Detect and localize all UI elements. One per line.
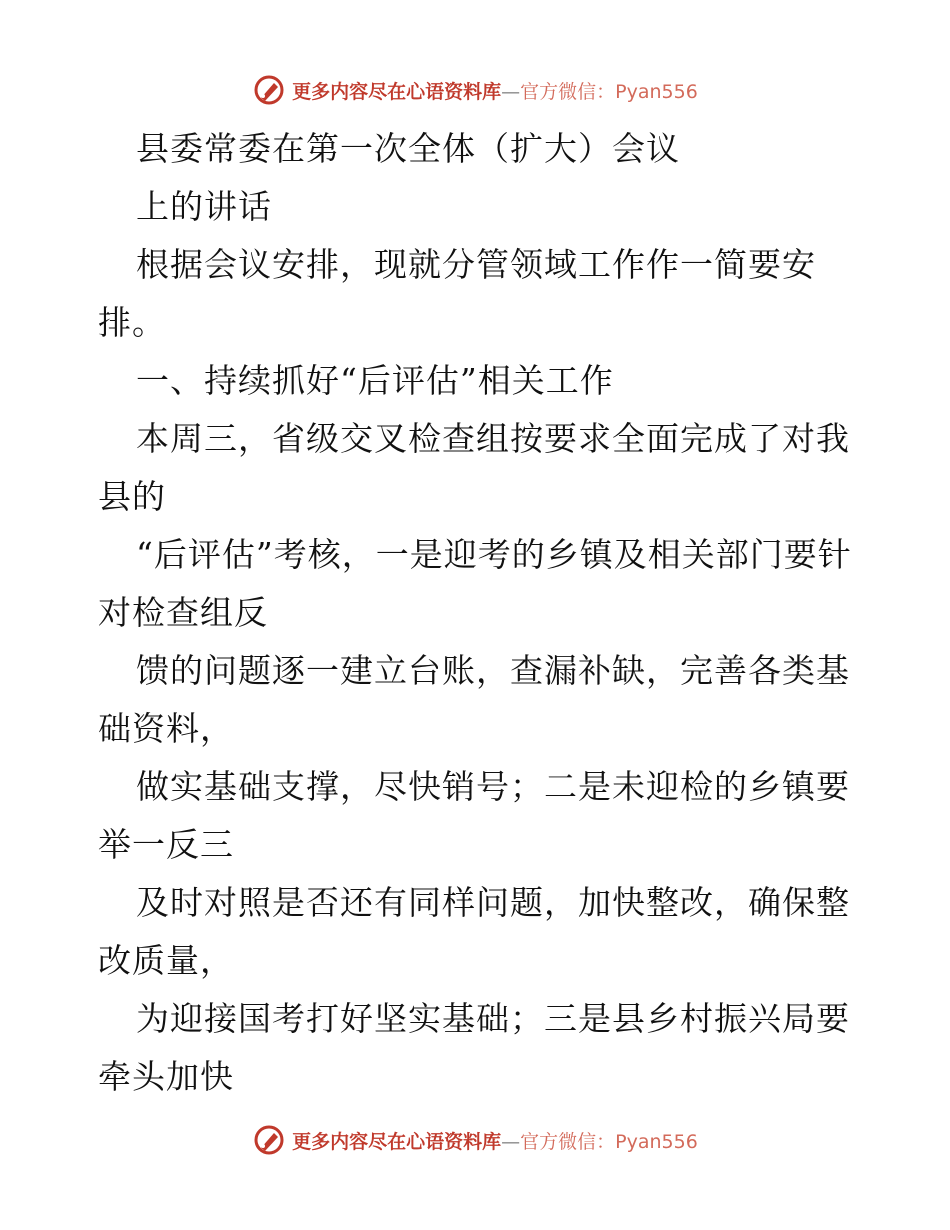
- watermark-text: [292, 1127, 698, 1154]
- watermark-wechat-text: 官方微信：Pyan556: [520, 80, 698, 103]
- paragraph-title-line-1: 县委常委在第一次全体（扩大）会议: [136, 129, 680, 168]
- footer-watermark: [0, 1120, 950, 1160]
- document-body: [98, 120, 858, 1106]
- watermark-group: [252, 73, 698, 107]
- watermark-dash: —: [501, 80, 521, 103]
- paragraph-body: 本周三，省级交叉检查组按要求全面完成了对我县的: [98, 419, 850, 516]
- watermark-group: [252, 1123, 698, 1157]
- watermark-main-text: 更多内容尽在心语资料库: [292, 1130, 502, 1153]
- watermark-text: [292, 77, 698, 104]
- paragraph-body: 做实基础支撑，尽快销号；二是未迎检的乡镇要举一反三: [98, 767, 850, 864]
- watermark-wechat-text: 官方微信：Pyan556: [520, 1130, 698, 1153]
- header-watermark: [0, 70, 950, 110]
- pen-nib-logo-icon: [252, 1123, 286, 1157]
- paragraph-body: 馈的问题逐一建立台账，查漏补缺，完善各类基础资料，: [98, 651, 850, 748]
- watermark-dash: —: [501, 1130, 521, 1153]
- watermark-main-text: 更多内容尽在心语资料库: [292, 80, 502, 103]
- paragraph-body: “后评估”考核，一是迎考的乡镇及相关部门要针对检查组反: [98, 535, 852, 632]
- paragraph-intro: 根据会议安排，现就分管领域工作作一简要安排。: [98, 245, 816, 342]
- paragraph-body: 及时对照是否还有同样问题，加快整改，确保整改质量，: [98, 883, 850, 980]
- pen-nib-logo-icon: [252, 73, 286, 107]
- paragraph-body: 为迎接国考打好坚实基础；三是县乡村振兴局要牵头加快: [98, 999, 850, 1096]
- paragraph-title-line-2: 上的讲话: [136, 187, 272, 226]
- section-heading-1: 一、持续抓好“后评估”相关工作: [136, 361, 614, 400]
